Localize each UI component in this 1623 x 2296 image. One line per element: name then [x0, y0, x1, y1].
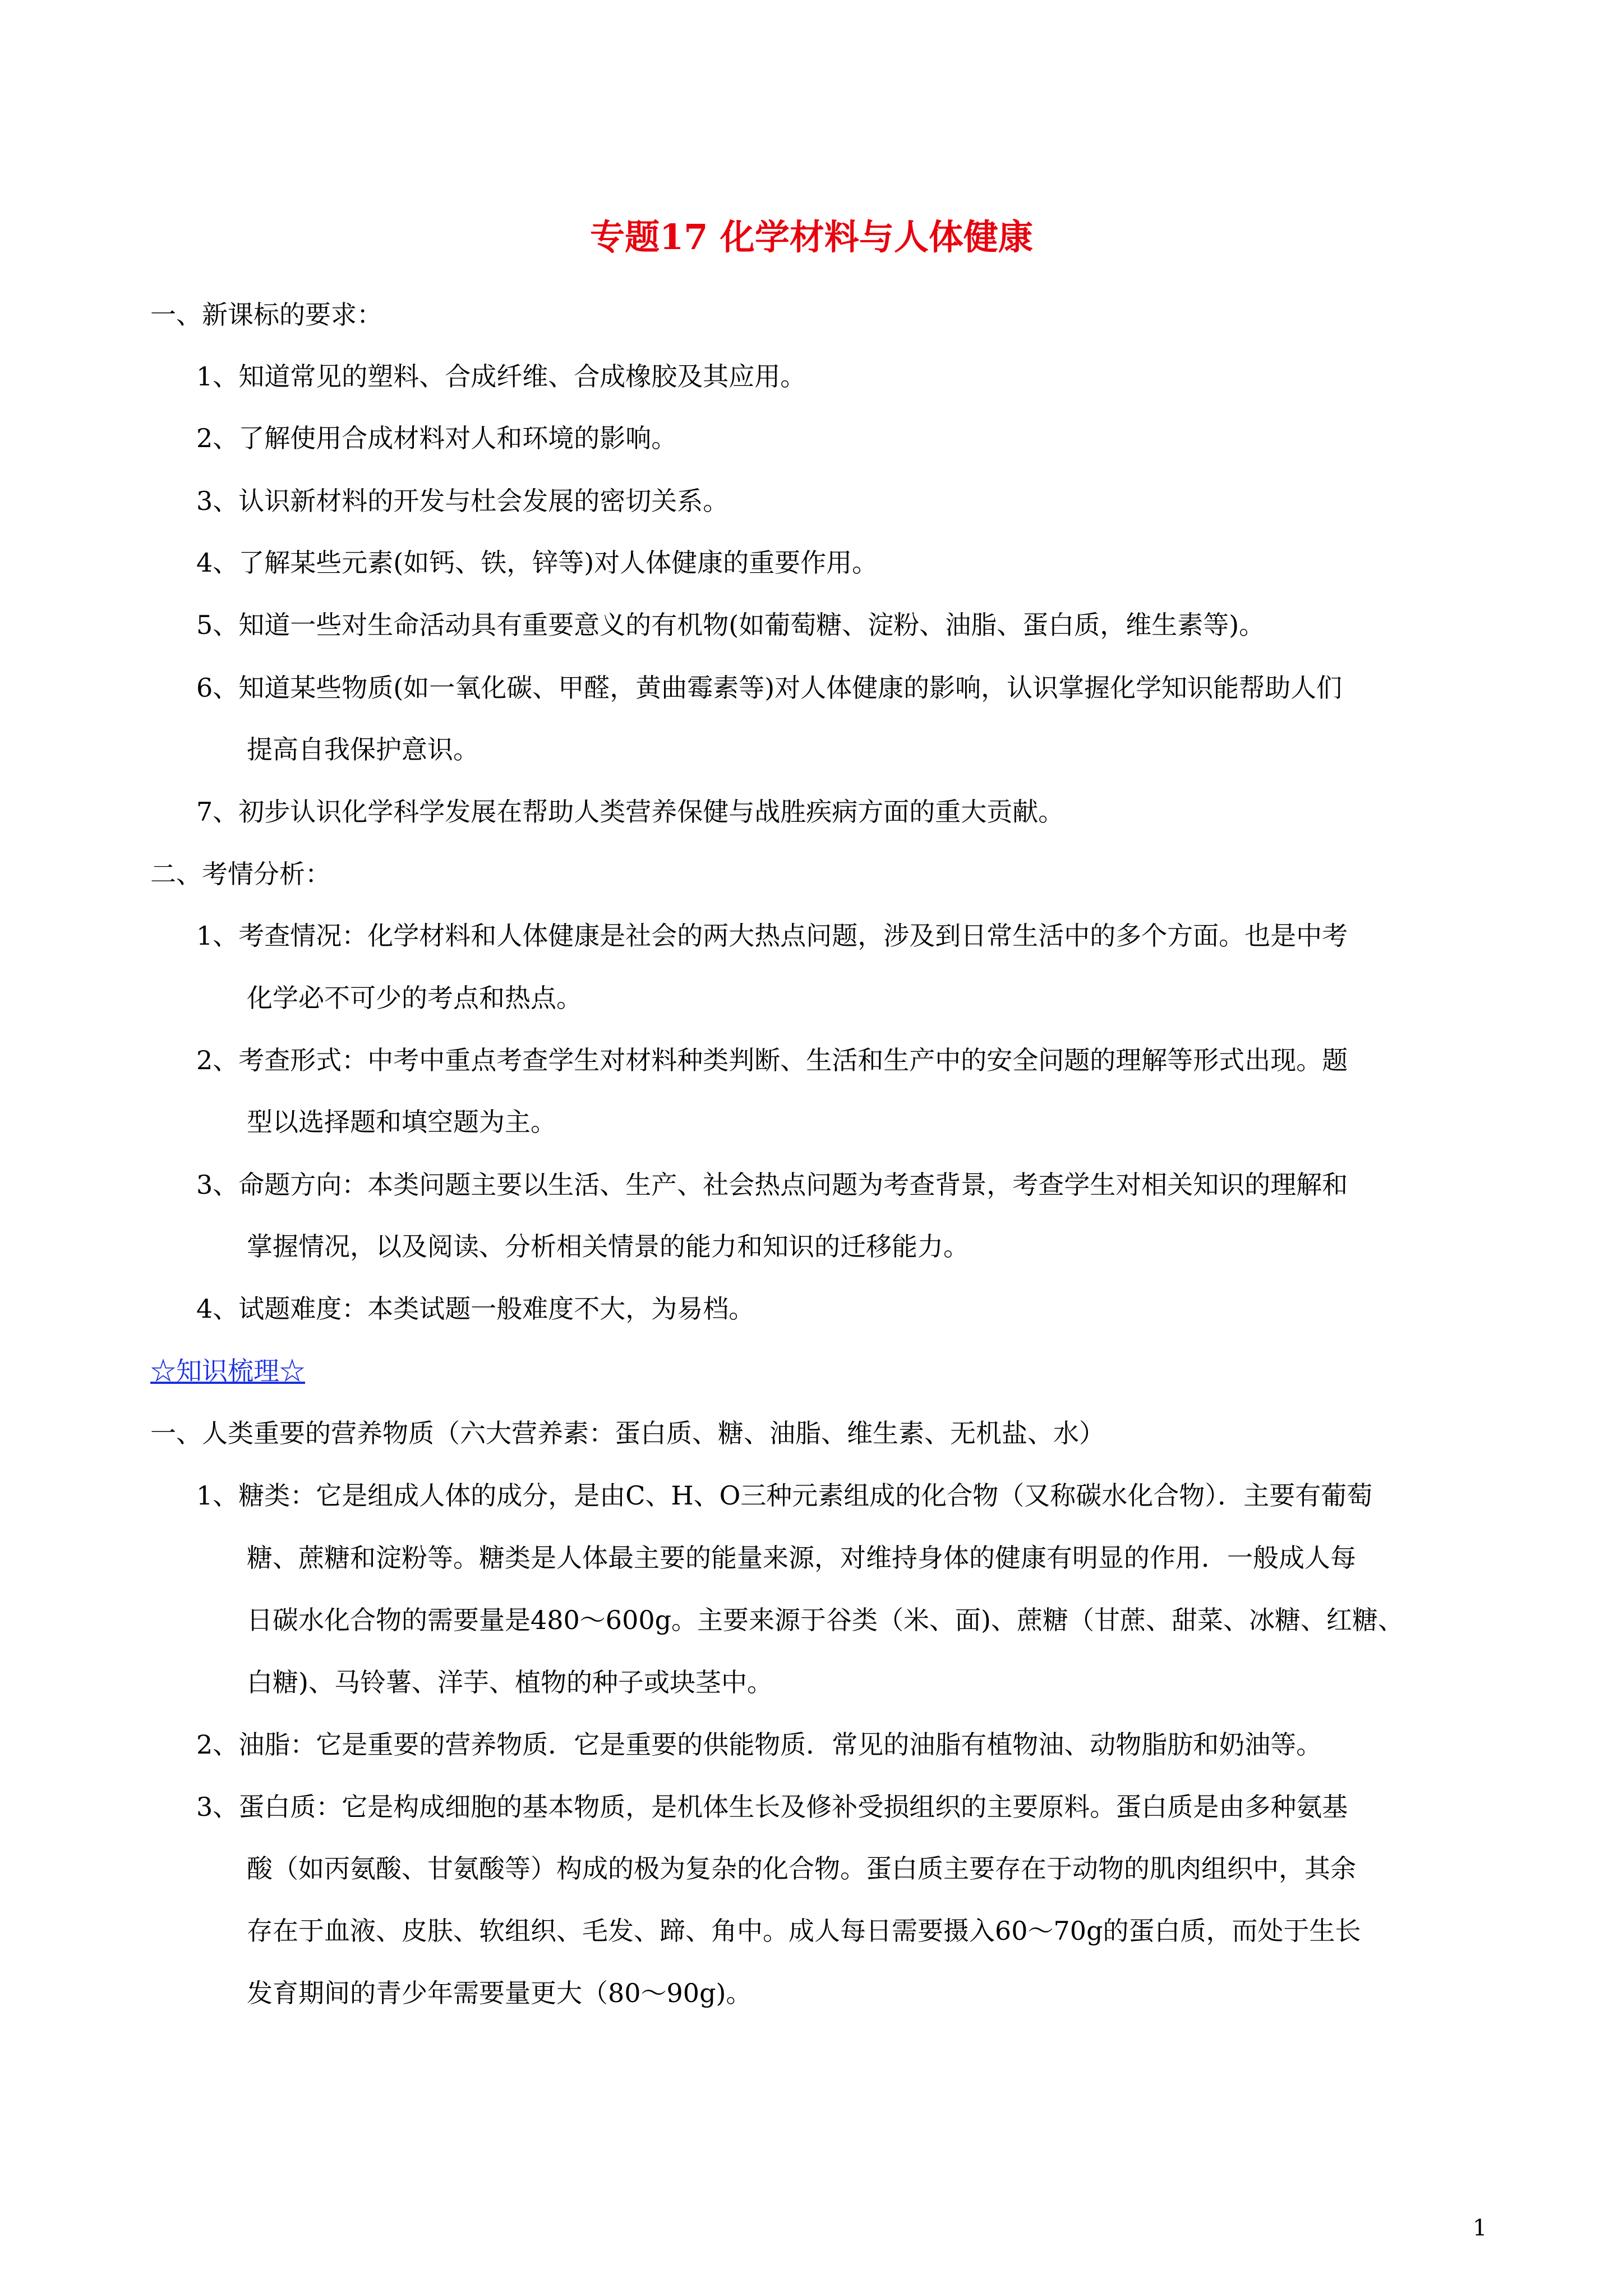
- list-item-continuation: 存在于血液、皮肤、软组织、毛发、蹄、角中。成人每日需要摄入60～70g的蛋白质，而处于生长: [247, 1916, 1361, 1946]
- list-item-continuation: 糖、蔗糖和淀粉等。糖类是人体最主要的能量来源，对维持身体的健康有明显的作用．一般成人每: [247, 1543, 1356, 1573]
- page-title: 专题17 化学材料与人体健康: [590, 217, 1033, 257]
- list-item-continuation: 酸（如丙氨酸、甘氨酸等）构成的极为复杂的化合物。蛋白质主要存在于动物的肌肉组织中，其余: [247, 1853, 1356, 1884]
- section-heading-requirements: 一、新课标的要求：: [150, 300, 382, 330]
- list-item: 3、蛋白质：它是构成细胞的基本物质，是机体生长及修补受损组织的主要原料。蛋白质是由多种氨基: [196, 1792, 1348, 1822]
- list-item: 4、了解某些元素(如钙、铁，锌等)对人体健康的重要作用。: [196, 547, 878, 578]
- list-item-continuation: 发育期间的青少年需要量更大（80～90g)。: [247, 1978, 752, 2008]
- list-item: 1、糖类：它是组成人体的成分，是由C、H、O三种元素组成的化合物（又称碳水化合物）．主要有葡萄: [196, 1480, 1373, 1511]
- list-item-continuation: 化学必不可少的考点和热点。: [247, 983, 582, 1013]
- list-item-continuation: 型以选择题和填空题为主。: [247, 1107, 556, 1137]
- list-item: 2、油脂：它是重要的营养物质．它是重要的供能物质．常见的油脂有植物油、动物脂肪和奶油等。: [196, 1729, 1322, 1760]
- knowledge-review-link[interactable]: ☆知识梳理☆: [150, 1356, 305, 1386]
- list-item: 5、知道一些对生命活动具有重要意义的有机物(如葡萄糖、淀粉、油脂、蛋白质，维生素等)。: [196, 610, 1265, 640]
- list-item: 7、初步认识化学科学发展在帮助人类营养保健与战胜疾病方面的重大贡献。: [196, 797, 1064, 827]
- list-item-continuation: 日碳水化合物的需要量是480～600g。主要来源于谷类（米、面)、蔗糖（甘蔗、甜菜、冰糖、红糖、: [247, 1605, 1404, 1635]
- list-item: 2、考查形式：中考中重点考查学生对材料种类判断、生活和生产中的安全问题的理解等形式出现。题: [196, 1045, 1348, 1075]
- list-item: 6、知道某些物质(如一氧化碳、甲醛，黄曲霉素等)对人体健康的影响，认识掌握化学知识能帮助人们: [196, 673, 1343, 703]
- list-item-continuation: 掌握情况，以及阅读、分析相关情景的能力和知识的迁移能力。: [247, 1231, 969, 1262]
- list-item: 2、了解使用合成材料对人和环境的影响。: [196, 423, 677, 453]
- page-number: 1: [1473, 2215, 1487, 2241]
- section-heading-analysis: 二、考情分析：: [150, 859, 331, 889]
- list-item: 1、考查情况：化学材料和人体健康是社会的两大热点问题，涉及到日常生活中的多个方面。也是中考: [196, 921, 1348, 951]
- list-item: 3、认识新材料的开发与杜会发展的密切关系。: [196, 486, 729, 516]
- list-item: 4、试题难度：本类试题一般难度不大，为易档。: [196, 1294, 755, 1324]
- list-item-continuation: 白糖)、马铃薯、洋芋、植物的种子或块茎中。: [247, 1667, 773, 1697]
- list-item-continuation: 提高自我保护意识。: [247, 734, 479, 765]
- list-item: 3、命题方向：本类问题主要以生活、生产、社会热点问题为考查背景，考查学生对相关知识的理解和: [196, 1170, 1348, 1200]
- list-item: 1、知道常见的塑料、合成纤维、合成橡胶及其应用。: [196, 361, 806, 392]
- section-heading-nutrients: 一、人类重要的营养物质（六大营养素：蛋白质、糖、油脂、维生素、无机盐、水）: [150, 1418, 1105, 1448]
